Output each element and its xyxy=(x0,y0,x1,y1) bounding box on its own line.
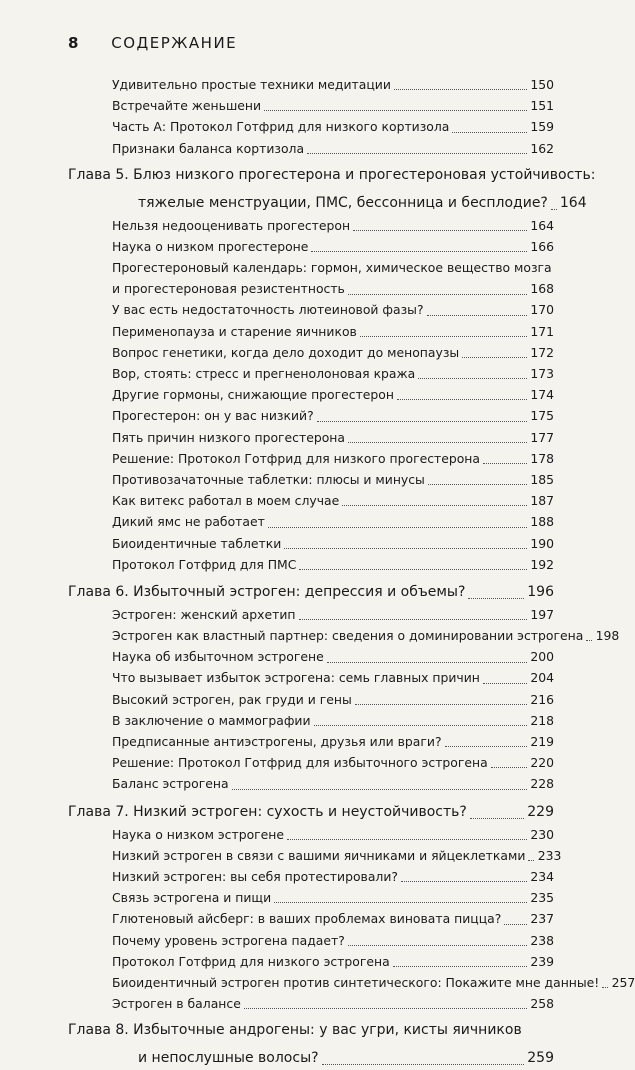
dot-leader xyxy=(401,881,527,882)
toc-page-number: 228 xyxy=(530,776,554,792)
toc-page-number: 151 xyxy=(530,98,554,114)
toc-entry xyxy=(68,710,554,731)
toc-entry xyxy=(68,533,554,554)
toc-entry xyxy=(68,646,554,667)
toc-entry-title: Удивительно простые техники медитации xyxy=(112,76,391,92)
toc-entry xyxy=(68,490,554,511)
dot-leader xyxy=(462,357,527,358)
toc-entry-title: В заключение о маммографии xyxy=(112,712,311,728)
toc-entry xyxy=(68,908,554,929)
toc-page-number: 192 xyxy=(530,556,554,572)
page-number: 8 xyxy=(68,34,80,52)
toc-page-number: 233 xyxy=(537,847,562,863)
toc-entry xyxy=(68,604,554,625)
toc-entry-title: Другие гормоны, снижающие прогестерон xyxy=(112,387,394,403)
toc-entry-title: Противозачаточные таблетки: плюсы и минусы xyxy=(112,471,425,487)
toc-entry xyxy=(68,930,554,951)
dot-leader xyxy=(244,1008,527,1009)
toc-entry-title: Баланс эстрогена xyxy=(112,776,229,792)
toc-entry xyxy=(68,993,554,1014)
toc-entry-title: Глава 7. Низкий эстроген: сухость и неустойчивость? xyxy=(68,803,467,820)
dot-leader xyxy=(491,767,527,768)
toc-entry-title: Пять причин низкого прогестерона xyxy=(112,429,345,445)
toc-entry xyxy=(68,138,554,159)
toc-entry-title: Решение: Протокол Готфрид для низкого прогестерона xyxy=(112,450,480,466)
dot-leader xyxy=(274,902,527,903)
toc-entry xyxy=(68,625,620,646)
toc-entry xyxy=(68,342,554,363)
page-header xyxy=(68,34,237,52)
toc-page-number: 218 xyxy=(530,712,554,728)
toc-page-number: 197 xyxy=(530,606,554,622)
toc-page-number: 220 xyxy=(530,755,554,771)
toc-entry xyxy=(68,405,554,426)
toc-entry-title: Биоидентичные таблетки xyxy=(112,535,282,551)
toc-page-number: 172 xyxy=(530,344,554,360)
toc-entry xyxy=(68,278,554,299)
toc-entry xyxy=(68,668,554,689)
dot-leader xyxy=(299,619,528,620)
toc-entry-title: и прогестероновая резистентность xyxy=(112,281,345,297)
toc-entry-title: Глава 5. Блюз низкого прогестерона и прогестероновая устойчивость: xyxy=(68,166,596,183)
toc-entry-title: Нельзя недооценивать прогестерон xyxy=(112,217,351,233)
dot-leader xyxy=(551,209,557,210)
toc-entry xyxy=(68,321,554,342)
toc-page-number: 178 xyxy=(530,450,554,466)
toc-page-number: 238 xyxy=(530,932,554,948)
toc-page-number: 159 xyxy=(530,119,554,135)
toc-entry xyxy=(68,74,554,95)
dot-leader xyxy=(317,421,527,422)
dot-leader xyxy=(264,110,527,111)
toc-page-number: 257 xyxy=(611,974,635,990)
toc-entry xyxy=(68,300,554,321)
toc-entry-title: Низкий эстроген: вы себя протестировали? xyxy=(112,868,398,884)
toc-entry xyxy=(68,384,554,405)
toc-entry-title: Наука об избыточном эстрогене xyxy=(112,649,324,665)
toc-entry-title: Низкий эстроген в связи с вашими яичниками и яйцеклетками xyxy=(112,847,526,863)
toc-entry-title: Перименопауза и старение яичников xyxy=(112,323,357,339)
dot-leader xyxy=(232,789,527,790)
dot-leader xyxy=(504,924,527,925)
dot-leader xyxy=(483,463,527,464)
dot-leader xyxy=(360,336,527,337)
toc-entry-title: Эстроген в балансе xyxy=(112,996,241,1012)
toc-page-number: 173 xyxy=(530,366,554,382)
toc-page-number: 219 xyxy=(530,734,554,750)
toc-entry xyxy=(68,192,587,215)
toc-entry xyxy=(68,95,554,116)
toc-entry-title: тяжелые менструации, ПМС, бессонница и бесплодие? xyxy=(138,194,548,211)
toc-entry xyxy=(68,951,554,972)
toc-entry-title: Что вызывает избыток эстрогена: семь главных причин xyxy=(112,670,480,686)
toc-page-number: 229 xyxy=(527,803,554,820)
toc-chapter-entry xyxy=(68,165,596,186)
toc-entry-title: Прогестероновый календарь: гормон, химическое вещество мозга xyxy=(112,260,552,276)
toc-page-number: 198 xyxy=(595,628,620,644)
toc-entry xyxy=(68,972,635,993)
toc-entry xyxy=(68,469,554,490)
toc-entry xyxy=(68,866,554,887)
dot-leader xyxy=(353,230,527,231)
toc-entry-title: Протокол Готфрид для низкого эстрогена xyxy=(112,953,390,969)
toc-page-number: 235 xyxy=(530,890,554,906)
running-title: СОДЕРЖАНИЕ xyxy=(111,34,238,52)
dot-leader xyxy=(314,725,527,726)
dot-leader xyxy=(418,378,527,379)
toc-entry-title: и непослушные волосы? xyxy=(138,1050,319,1067)
toc-entry-title: Часть А: Протокол Готфрид для низкого кортизола xyxy=(112,119,450,135)
toc-entry xyxy=(68,845,562,866)
toc-entry-title: Эстроген: женский архетип xyxy=(112,606,296,622)
toc-entry xyxy=(68,773,554,794)
dot-leader xyxy=(528,860,534,861)
dot-leader xyxy=(322,1064,525,1065)
toc-entry xyxy=(68,887,554,908)
dot-leader xyxy=(311,251,527,252)
toc-entry-title: Как витекс работал в моем случае xyxy=(112,493,340,509)
dot-leader xyxy=(428,484,527,485)
toc-page-number: 230 xyxy=(530,826,554,842)
toc-page-number: 204 xyxy=(530,670,554,686)
dot-leader xyxy=(586,640,592,641)
toc-chapter-entry xyxy=(68,801,554,824)
dot-leader xyxy=(470,818,524,819)
toc-page-number: 216 xyxy=(530,691,554,707)
toc-page-number: 164 xyxy=(530,217,554,233)
toc-entry xyxy=(68,689,554,710)
toc-entry xyxy=(68,511,554,532)
toc-page-number: 258 xyxy=(530,996,554,1012)
dot-leader xyxy=(355,704,527,705)
dot-leader xyxy=(483,683,527,684)
toc-entry xyxy=(68,448,554,469)
toc-page-number: 190 xyxy=(530,535,554,551)
table-of-contents xyxy=(68,74,635,1070)
toc-entry xyxy=(68,731,554,752)
toc-entry-title: Признаки баланса кортизола xyxy=(112,140,305,156)
dot-leader xyxy=(284,548,527,549)
dot-leader xyxy=(299,569,527,570)
toc-page-number: 187 xyxy=(530,493,554,509)
dot-leader xyxy=(348,294,527,295)
dot-leader xyxy=(307,153,527,154)
toc-entry-title: Наука о низком эстрогене xyxy=(112,826,285,842)
toc-page-number: 166 xyxy=(530,238,554,254)
toc-page-number: 174 xyxy=(530,387,554,403)
toc-entry xyxy=(68,824,554,845)
toc-page-number: 162 xyxy=(530,140,554,156)
toc-page-number: 200 xyxy=(530,649,554,665)
toc-entry xyxy=(68,116,554,137)
toc-chapter-entry xyxy=(68,1020,554,1041)
toc-entry-title: Дикий ямс не работает xyxy=(112,514,265,530)
toc-entry xyxy=(68,752,554,773)
toc-page-number: 177 xyxy=(530,429,554,445)
toc-entry-title: Глава 8. Избыточные андрогены: у вас угри, кисты яичников xyxy=(68,1022,522,1039)
toc-entry-title: Почему уровень эстрогена падает? xyxy=(112,932,345,948)
dot-leader xyxy=(427,315,527,316)
dot-leader xyxy=(348,442,527,443)
toc-page-number: 196 xyxy=(527,583,554,600)
toc-entry-title: Эстроген как властный партнер: сведения о доминировании эстрогена xyxy=(112,628,584,644)
dot-leader xyxy=(452,132,527,133)
toc-entry xyxy=(68,1047,554,1070)
dot-leader xyxy=(602,987,608,988)
dot-leader xyxy=(445,746,527,747)
toc-entry-title: Предписанные антиэстрогены, друзья или враги? xyxy=(112,734,442,750)
dot-leader xyxy=(327,662,527,663)
toc-page-number: 185 xyxy=(530,471,554,487)
toc-entry-title: Вор, стоять: стресс и прегненолоновая кража xyxy=(112,366,416,382)
toc-page-number: 234 xyxy=(530,868,554,884)
toc-entry-title: Глава 6. Избыточный эстроген: депрессия и объемы? xyxy=(68,583,466,600)
toc-entry-title: Наука о низком прогестероне xyxy=(112,238,309,254)
toc-entry-title: Вопрос генетики, когда дело доходит до менопаузы xyxy=(112,344,460,360)
toc-entry-title: Решение: Протокол Готфрид для избыточного эстрогена xyxy=(112,755,488,771)
toc-page-number: 259 xyxy=(527,1050,554,1067)
toc-entry-title: Прогестерон: он у вас низкий? xyxy=(112,408,314,424)
dot-leader xyxy=(394,89,527,90)
toc-entry-title: Встречайте женьшени xyxy=(112,98,262,114)
toc-entry-title: Глютеновый айсберг: в ваших проблемах виновата пицца? xyxy=(112,911,502,927)
dot-leader xyxy=(342,505,527,506)
toc-entry-title: Протокол Готфрид для ПМС xyxy=(112,556,297,572)
toc-page-number: 239 xyxy=(530,953,554,969)
dot-leader xyxy=(397,399,527,400)
toc-page-number: 164 xyxy=(559,194,587,211)
toc-chapter-entry xyxy=(68,581,554,604)
toc-page-number: 188 xyxy=(530,514,554,530)
dot-leader xyxy=(287,839,527,840)
toc-entry xyxy=(68,236,554,257)
toc-page-number: 175 xyxy=(530,408,554,424)
toc-page-number: 150 xyxy=(530,76,554,92)
toc-entry-title: Биоидентичный эстроген против синтетического: Покажите мне данные! xyxy=(112,974,600,990)
toc-entry xyxy=(68,215,554,236)
dot-leader xyxy=(268,527,527,528)
toc-page-number: 237 xyxy=(530,911,554,927)
toc-entry xyxy=(68,363,554,384)
toc-page-number: 168 xyxy=(530,281,554,297)
dot-leader xyxy=(468,598,524,599)
dot-leader xyxy=(393,966,527,967)
toc-page-number: 170 xyxy=(530,302,554,318)
toc-entry xyxy=(68,554,554,575)
toc-page-number: 171 xyxy=(530,323,554,339)
toc-entry-title: У вас есть недостаточность лютеиновой фазы? xyxy=(112,302,424,318)
toc-entry-title: Высокий эстроген, рак груди и гены xyxy=(112,691,352,707)
toc-entry xyxy=(68,257,554,278)
toc-entry xyxy=(68,427,554,448)
toc-entry-title: Связь эстрогена и пищи xyxy=(112,890,272,906)
dot-leader xyxy=(348,945,527,946)
